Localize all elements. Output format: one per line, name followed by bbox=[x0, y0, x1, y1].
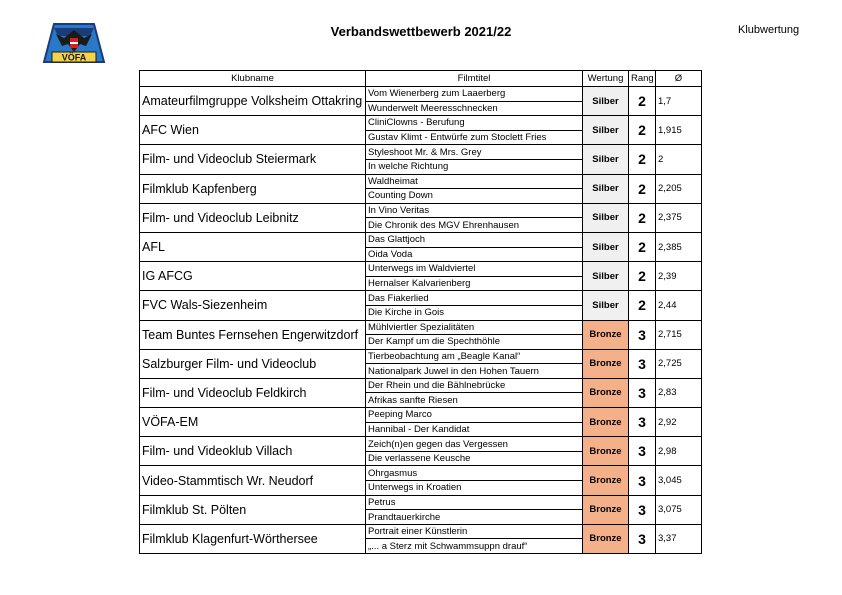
rank-cell: 2 bbox=[629, 203, 656, 232]
table-row bbox=[140, 524, 702, 539]
film-title-cell: Das Fiakerlied bbox=[366, 291, 583, 306]
average-cell: 2,205 bbox=[656, 174, 702, 203]
average-cell: 2,375 bbox=[656, 203, 702, 232]
rank-cell: 3 bbox=[629, 349, 656, 378]
average-cell: 2,39 bbox=[656, 262, 702, 291]
film-title-cell: Counting Down bbox=[366, 189, 583, 204]
film-title-cell: Das Glattjoch bbox=[366, 232, 583, 247]
film-title-cell: In Vino Veritas bbox=[366, 203, 583, 218]
film-title-cell: Unterwegs in Kroatien bbox=[366, 481, 583, 496]
grade-cell: Silber bbox=[583, 232, 629, 261]
film-title-cell: Styleshoot Mr. & Mrs. Grey bbox=[366, 145, 583, 160]
table-row bbox=[140, 466, 702, 481]
film-title-cell: Peeping Marco bbox=[366, 408, 583, 423]
film-title-cell: Der Rhein und die Bählnebrücke bbox=[366, 378, 583, 393]
film-title-cell: Die Kirche in Gois bbox=[366, 305, 583, 320]
club-name-cell: Film- und Videoclub Leibnitz bbox=[140, 203, 366, 232]
club-name-cell: Amateurfilmgruppe Volksheim Ottakring bbox=[140, 87, 366, 116]
film-title-cell: Ohrgasmus bbox=[366, 466, 583, 481]
club-name-cell: Filmklub Kapfenberg bbox=[140, 174, 366, 203]
column-header-rank: Rang bbox=[629, 71, 656, 87]
rank-cell: 3 bbox=[629, 466, 656, 495]
rank-cell: 3 bbox=[629, 437, 656, 466]
film-title-cell: Hannibal - Der Kandidat bbox=[366, 422, 583, 437]
club-name-cell: Film- und Videoclub Steiermark bbox=[140, 145, 366, 174]
table-row bbox=[140, 349, 702, 364]
table-row bbox=[140, 145, 702, 160]
grade-cell: Bronze bbox=[583, 408, 629, 437]
film-title-cell: Prandtauerkirche bbox=[366, 510, 583, 525]
club-name-cell: Salzburger Film- und Videoclub bbox=[140, 349, 366, 378]
rank-cell: 2 bbox=[629, 145, 656, 174]
grade-cell: Bronze bbox=[583, 378, 629, 407]
logo-text: VÖFA bbox=[61, 52, 87, 63]
page-subtitle: Klubwertung bbox=[738, 24, 800, 36]
column-header-club: Klubname bbox=[140, 71, 366, 87]
film-title-cell: Vom Wienerberg zum Laaerberg bbox=[366, 87, 583, 102]
table-row bbox=[140, 437, 702, 452]
average-cell: 3,37 bbox=[656, 524, 702, 553]
table-row bbox=[140, 291, 702, 306]
club-name-cell: IG AFCG bbox=[140, 262, 366, 291]
film-title-cell: Waldheimat bbox=[366, 174, 583, 189]
film-title-cell: Gustav Klimt - Entwürfe zum Stoclett Fries bbox=[366, 130, 583, 145]
average-cell: 3,075 bbox=[656, 495, 702, 524]
average-cell: 2,44 bbox=[656, 291, 702, 320]
film-title-cell: Hernalser Kalvarienberg bbox=[366, 276, 583, 291]
rank-cell: 2 bbox=[629, 262, 656, 291]
club-name-cell: Filmklub Klagenfurt-Wörthersee bbox=[140, 524, 366, 553]
film-title-cell: In welche Richtung bbox=[366, 159, 583, 174]
grade-cell: Silber bbox=[583, 116, 629, 145]
film-title-cell: Unterwegs im Waldviertel bbox=[366, 262, 583, 277]
film-title-cell: Oida Voda bbox=[366, 247, 583, 262]
rank-cell: 3 bbox=[629, 495, 656, 524]
club-name-cell: Team Buntes Fernsehen Engerwitzdorf bbox=[140, 320, 366, 349]
table-row bbox=[140, 262, 702, 277]
table-row bbox=[140, 174, 702, 189]
page-title: Verbandswettbewerb 2021/22 bbox=[330, 24, 512, 39]
film-title-cell: Nationalpark Juwel in den Hohen Tauern bbox=[366, 364, 583, 379]
film-title-cell: Mühlviertler Spezialitäten bbox=[366, 320, 583, 335]
rank-cell: 2 bbox=[629, 174, 656, 203]
film-title-cell: Afrikas sanfte Riesen bbox=[366, 393, 583, 408]
club-name-cell: Film- und Videoclub Feldkirch bbox=[140, 378, 366, 407]
film-title-cell: Portrait einer Künstlerin bbox=[366, 524, 583, 539]
film-title-cell: Zeich(n)en gegen das Vergessen bbox=[366, 437, 583, 452]
average-cell: 3,045 bbox=[656, 466, 702, 495]
grade-cell: Bronze bbox=[583, 495, 629, 524]
grade-cell: Silber bbox=[583, 145, 629, 174]
grade-cell: Bronze bbox=[583, 466, 629, 495]
rank-cell: 2 bbox=[629, 87, 656, 116]
rank-cell: 3 bbox=[629, 320, 656, 349]
average-cell: 2,92 bbox=[656, 408, 702, 437]
club-name-cell: VÖFA-EM bbox=[140, 408, 366, 437]
club-name-cell: Filmklub St. Pölten bbox=[140, 495, 366, 524]
average-cell: 2,385 bbox=[656, 232, 702, 261]
average-cell: 2 bbox=[656, 145, 702, 174]
table-row bbox=[140, 232, 702, 247]
rank-cell: 2 bbox=[629, 116, 656, 145]
rank-cell: 2 bbox=[629, 291, 656, 320]
table-row bbox=[140, 495, 702, 510]
table-row bbox=[140, 203, 702, 218]
club-name-cell: FVC Wals-Siezenheim bbox=[140, 291, 366, 320]
table-row bbox=[140, 408, 702, 423]
film-title-cell: Die verlassene Keusche bbox=[366, 451, 583, 466]
average-cell: 2,715 bbox=[656, 320, 702, 349]
results-table bbox=[139, 70, 702, 554]
rank-cell: 3 bbox=[629, 524, 656, 553]
table-row bbox=[140, 87, 702, 102]
column-header-grade: Wertung bbox=[583, 71, 629, 87]
average-cell: 1,915 bbox=[656, 116, 702, 145]
club-name-cell: AFC Wien bbox=[140, 116, 366, 145]
average-cell: 2,98 bbox=[656, 437, 702, 466]
grade-cell: Bronze bbox=[583, 524, 629, 553]
rank-cell: 3 bbox=[629, 408, 656, 437]
average-cell: 1,7 bbox=[656, 87, 702, 116]
table-row bbox=[140, 320, 702, 335]
grade-cell: Silber bbox=[583, 174, 629, 203]
club-name-cell: Film- und Videoklub Villach bbox=[140, 437, 366, 466]
film-title-cell: Petrus bbox=[366, 495, 583, 510]
film-title-cell: Der Kampf um die Spechthöhle bbox=[366, 335, 583, 350]
club-name-cell: Video-Stammtisch Wr. Neudorf bbox=[140, 466, 366, 495]
average-cell: 2,83 bbox=[656, 378, 702, 407]
film-title-cell: Die Chronik des MGV Ehrenhausen bbox=[366, 218, 583, 233]
table-row bbox=[140, 116, 702, 131]
table-header-row bbox=[140, 71, 702, 87]
rank-cell: 2 bbox=[629, 232, 656, 261]
film-title-cell: „... a Sterz mit Schwammsuppn drauf“ bbox=[366, 539, 583, 554]
grade-cell: Silber bbox=[583, 262, 629, 291]
club-name-cell: AFL bbox=[140, 232, 366, 261]
grade-cell: Silber bbox=[583, 203, 629, 232]
film-title-cell: Tierbeobachtung am „Beagle Kanal“ bbox=[366, 349, 583, 364]
grade-cell: Bronze bbox=[583, 437, 629, 466]
average-cell: 2,725 bbox=[656, 349, 702, 378]
grade-cell: Bronze bbox=[583, 349, 629, 378]
film-title-cell: CliniClowns - Berufung bbox=[366, 116, 583, 131]
grade-cell: Silber bbox=[583, 87, 629, 116]
column-header-average: Ø bbox=[656, 71, 702, 87]
rank-cell: 3 bbox=[629, 378, 656, 407]
film-title-cell: Wunderwelt Meeresschnecken bbox=[366, 101, 583, 116]
grade-cell: Silber bbox=[583, 291, 629, 320]
table-row bbox=[140, 378, 702, 393]
grade-cell: Bronze bbox=[583, 320, 629, 349]
column-header-film: Filmtitel bbox=[366, 71, 583, 87]
